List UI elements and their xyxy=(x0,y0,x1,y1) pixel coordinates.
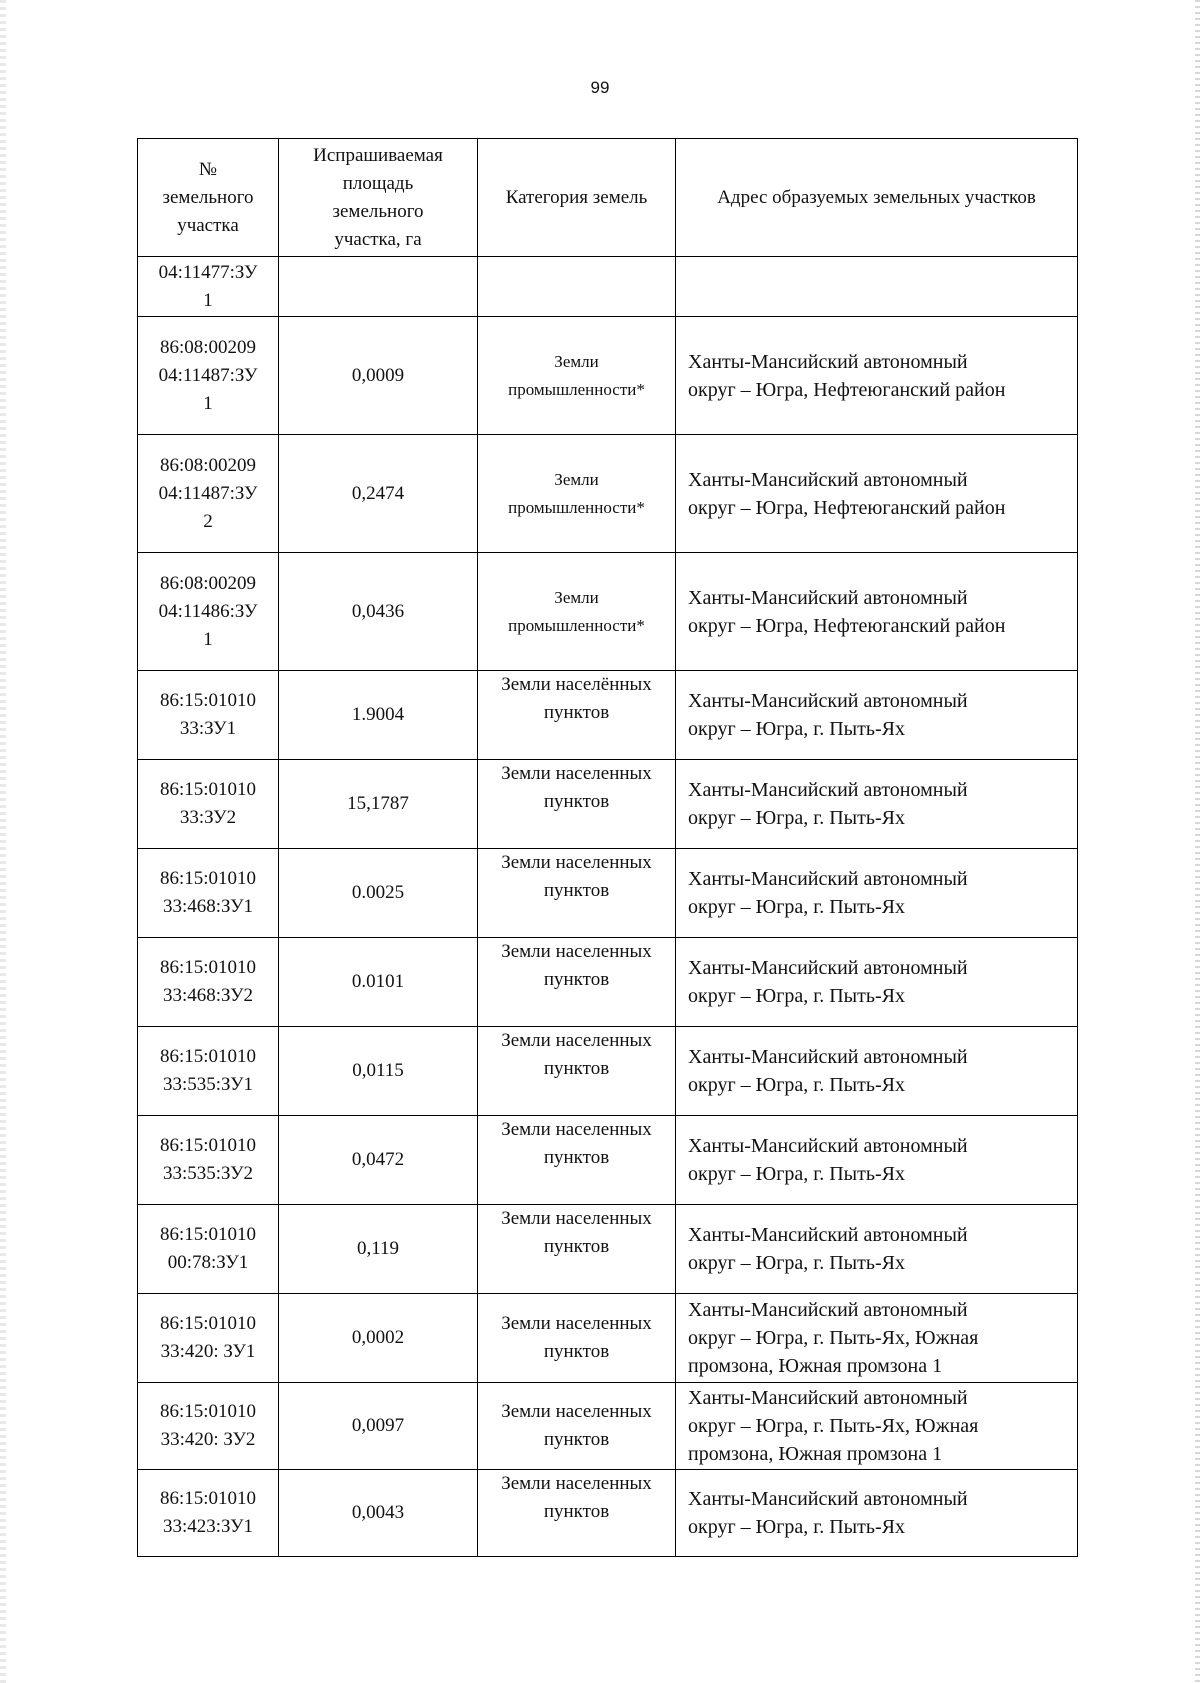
cell-plot-number: 86:15:01010 33:ЗУ1 xyxy=(138,671,279,760)
cell-plot-number: 86:08:00209 04:11487:ЗУ 2 xyxy=(138,435,279,553)
cell-plot-number: 86:15:01010 33:420: ЗУ1 xyxy=(138,1294,279,1383)
table-row xyxy=(138,849,1078,938)
cell-plot-number: 86:15:01010 33:ЗУ2 xyxy=(138,760,279,849)
cell-address: Ханты-Мансийский автономный округ – Югра, г. Пыть-Ях xyxy=(676,1027,1078,1116)
table-row xyxy=(138,938,1078,1027)
cell-address: Ханты-Мансийский автономный округ – Югра, г. Пыть-Ях, Южная промзона, Южная промзона 1 xyxy=(676,1383,1078,1470)
table-row xyxy=(138,1470,1078,1557)
header-plot-number: № земельного участка xyxy=(138,139,279,257)
cell-address: Ханты-Мансийский автономный округ – Югра, г. Пыть-Ях xyxy=(676,938,1078,1027)
cell-area: 0,0009 xyxy=(279,317,478,435)
cell-area: 0,0436 xyxy=(279,553,478,671)
table-row xyxy=(138,257,1078,317)
cell-area xyxy=(279,257,478,317)
cell-category: Земли населенных пунктов xyxy=(478,1205,676,1294)
cell-category: Земли населенных пунктов xyxy=(478,849,676,938)
cell-area: 0.0025 xyxy=(279,849,478,938)
cell-plot-number: 86:15:01010 33:535:ЗУ1 xyxy=(138,1027,279,1116)
header-requested-area: Испрашиваемая площадь земельного участка, га xyxy=(279,139,478,257)
cell-category xyxy=(478,257,676,317)
table-row xyxy=(138,1383,1078,1470)
cell-area: 0,0043 xyxy=(279,1470,478,1557)
cell-address: Ханты-Мансийский автономный округ – Югра, г. Пыть-Ях xyxy=(676,760,1078,849)
header-land-category: Категория земель xyxy=(478,139,676,257)
cell-area: 0,2474 xyxy=(279,435,478,553)
cell-category: Земли населённых пунктов xyxy=(478,671,676,760)
cell-category: Земли населенных пунктов xyxy=(478,1383,676,1470)
cell-category: Земли населенных пунктов xyxy=(478,1116,676,1205)
cell-address: Ханты-Мансийский автономный округ – Югра, Нефтеюганский район xyxy=(676,435,1078,553)
cell-address: Ханты-Мансийский автономный округ – Югра, г. Пыть-Ях xyxy=(676,1205,1078,1294)
cell-category: Земли населенных пунктов xyxy=(478,938,676,1027)
page-number: 99 xyxy=(590,78,610,97)
cell-category: Земли промышленности* xyxy=(478,435,676,553)
cell-category: Земли населенных пунктов xyxy=(478,760,676,849)
cell-category: Земли населенных пунктов xyxy=(478,1470,676,1557)
table-header-row xyxy=(138,139,1078,257)
table-row xyxy=(138,553,1078,671)
cell-area: 0,0002 xyxy=(279,1294,478,1383)
cell-plot-number: 86:15:01010 33:468:ЗУ2 xyxy=(138,938,279,1027)
cell-plot-number: 86:15:01010 33:420: ЗУ2 xyxy=(138,1383,279,1470)
cell-address: Ханты-Мансийский автономный округ – Югра, г. Пыть-Ях xyxy=(676,671,1078,760)
cell-plot-number: 86:15:01010 33:468:ЗУ1 xyxy=(138,849,279,938)
cell-category: Земли промышленности* xyxy=(478,553,676,671)
scan-right-edge xyxy=(1195,0,1200,1683)
table-row xyxy=(138,1027,1078,1116)
scan-left-edge xyxy=(0,0,6,1683)
table-row xyxy=(138,1294,1078,1383)
table-row xyxy=(138,760,1078,849)
cell-plot-number: 86:15:01010 33:423:ЗУ1 xyxy=(138,1470,279,1557)
cell-address: Ханты-Мансийский автономный округ – Югра, г. Пыть-Ях, Южная промзона, Южная промзона 1 xyxy=(676,1294,1078,1383)
header-address: Адрес образуемых земельных участков xyxy=(676,139,1078,257)
cell-plot-number: 86:15:01010 33:535:ЗУ2 xyxy=(138,1116,279,1205)
cell-plot-number: 86:15:01010 00:78:ЗУ1 xyxy=(138,1205,279,1294)
cell-plot-number: 86:08:00209 04:11486:ЗУ 1 xyxy=(138,553,279,671)
land-plots-table xyxy=(137,138,1078,1557)
cell-area: 0.0101 xyxy=(279,938,478,1027)
table-row xyxy=(138,1116,1078,1205)
cell-address: Ханты-Мансийский автономный округ – Югра, г. Пыть-Ях xyxy=(676,849,1078,938)
cell-area: 1.9004 xyxy=(279,671,478,760)
cell-category: Земли населенных пунктов xyxy=(478,1294,676,1383)
cell-area: 0,0097 xyxy=(279,1383,478,1470)
cell-plot-number: 04:11477:ЗУ 1 xyxy=(138,257,279,317)
cell-address: Ханты-Мансийский автономный округ – Югра, г. Пыть-Ях xyxy=(676,1116,1078,1205)
cell-address: Ханты-Мансийский автономный округ – Югра, Нефтеюганский район xyxy=(676,553,1078,671)
table-row xyxy=(138,435,1078,553)
table-row xyxy=(138,317,1078,435)
table-row xyxy=(138,1205,1078,1294)
cell-address: Ханты-Мансийский автономный округ – Югра, Нефтеюганский район xyxy=(676,317,1078,435)
cell-plot-number: 86:08:00209 04:11487:ЗУ 1 xyxy=(138,317,279,435)
cell-address xyxy=(676,257,1078,317)
cell-area: 15,1787 xyxy=(279,760,478,849)
cell-category: Земли населенных пунктов xyxy=(478,1027,676,1116)
cell-area: 0,0115 xyxy=(279,1027,478,1116)
table-row xyxy=(138,671,1078,760)
cell-area: 0,119 xyxy=(279,1205,478,1294)
cell-category: Земли промышленности* xyxy=(478,317,676,435)
cell-area: 0,0472 xyxy=(279,1116,478,1205)
cell-address: Ханты-Мансийский автономный округ – Югра, г. Пыть-Ях xyxy=(676,1470,1078,1557)
